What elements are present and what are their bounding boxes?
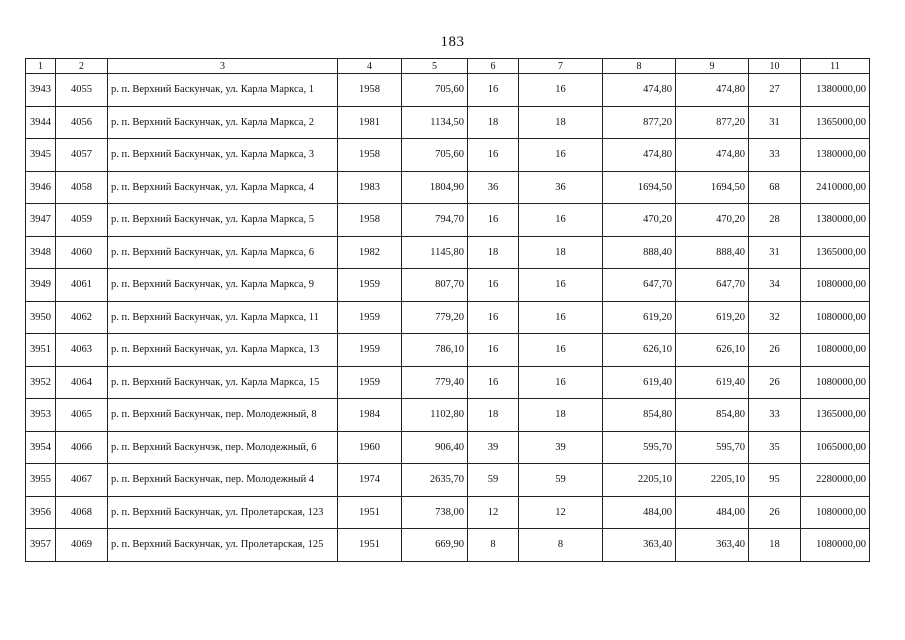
column-header-8: 8 (603, 59, 676, 74)
cell-residents-count: 26 (749, 366, 801, 399)
cell-year-built: 1958 (338, 139, 402, 172)
cell-living-area-2: 470,20 (676, 204, 749, 237)
cell-apartments-count: 16 (468, 204, 519, 237)
cell-apartments-count-2: 8 (519, 529, 603, 562)
cell-living-area-2: 1694,50 (676, 171, 749, 204)
cell-living-area-2: 854,80 (676, 399, 749, 432)
cell-total-area: 1145,80 (402, 236, 468, 269)
cell-living-area: 854,80 (603, 399, 676, 432)
cell-year-built: 1958 (338, 74, 402, 107)
table-row (26, 334, 870, 367)
cell-apartments-count: 18 (468, 399, 519, 432)
table-row (26, 301, 870, 334)
column-header-4: 4 (338, 59, 402, 74)
cell-apartments-count: 12 (468, 496, 519, 529)
cell-address: р. п. Верхний Баскунчак, ул. Карла Маркса, 9 (108, 269, 338, 302)
cell-apartments-count: 16 (468, 301, 519, 334)
table-row (26, 204, 870, 237)
table-row (26, 496, 870, 529)
table-row (26, 464, 870, 497)
cell-address: р. п. Верхний Баскунчэк, пер. Молодежный, 6 (108, 431, 338, 464)
cell-address: р. п. Верхний Баскунчак, ул. Карла Маркса, 1 (108, 74, 338, 107)
cell-apartments-count-2: 39 (519, 431, 603, 464)
cell-object-number: 4061 (56, 269, 108, 302)
cell-living-area-2: 484,00 (676, 496, 749, 529)
cell-living-area-2: 626,10 (676, 334, 749, 367)
cell-record-number: 3953 (26, 399, 56, 432)
cell-record-number: 3945 (26, 139, 56, 172)
cell-total-area: 786,10 (402, 334, 468, 367)
cell-living-area: 595,70 (603, 431, 676, 464)
cell-residents-count: 28 (749, 204, 801, 237)
cell-address: р. п. Верхний Баскунчак, ул. Карла Маркса, 4 (108, 171, 338, 204)
cell-record-number: 3948 (26, 236, 56, 269)
cell-cost: 1365000,00 (801, 236, 870, 269)
housing-registry-table (25, 58, 870, 562)
cell-living-area-2: 888,40 (676, 236, 749, 269)
column-header-11: 11 (801, 59, 870, 74)
cell-record-number: 3954 (26, 431, 56, 464)
cell-living-area-2: 619,20 (676, 301, 749, 334)
cell-apartments-count-2: 16 (519, 301, 603, 334)
cell-year-built: 1951 (338, 496, 402, 529)
cell-cost: 1080000,00 (801, 269, 870, 302)
cell-living-area: 647,70 (603, 269, 676, 302)
cell-apartments-count-2: 16 (519, 74, 603, 107)
column-header-3: 3 (108, 59, 338, 74)
cell-object-number: 4059 (56, 204, 108, 237)
cell-object-number: 4066 (56, 431, 108, 464)
cell-apartments-count: 18 (468, 106, 519, 139)
cell-object-number: 4065 (56, 399, 108, 432)
cell-living-area-2: 474,80 (676, 139, 749, 172)
cell-address: р. п. Верхний Баскунчак, ул. Карла Маркса, 5 (108, 204, 338, 237)
cell-cost: 1080000,00 (801, 366, 870, 399)
header-row (26, 59, 870, 74)
cell-apartments-count: 16 (468, 269, 519, 302)
cell-residents-count: 31 (749, 106, 801, 139)
table-row (26, 431, 870, 464)
cell-year-built: 1951 (338, 529, 402, 562)
cell-apartments-count-2: 18 (519, 236, 603, 269)
cell-apartments-count-2: 16 (519, 204, 603, 237)
cell-apartments-count: 16 (468, 139, 519, 172)
cell-residents-count: 26 (749, 334, 801, 367)
cell-total-area: 1134,50 (402, 106, 468, 139)
cell-apartments-count: 18 (468, 236, 519, 269)
cell-object-number: 4057 (56, 139, 108, 172)
cell-total-area: 705,60 (402, 139, 468, 172)
cell-residents-count: 68 (749, 171, 801, 204)
cell-apartments-count: 16 (468, 334, 519, 367)
cell-total-area: 669,90 (402, 529, 468, 562)
cell-total-area: 705,60 (402, 74, 468, 107)
cell-apartments-count: 39 (468, 431, 519, 464)
cell-year-built: 1959 (338, 334, 402, 367)
cell-living-area: 484,00 (603, 496, 676, 529)
cell-apartments-count: 16 (468, 366, 519, 399)
column-header-2: 2 (56, 59, 108, 74)
cell-year-built: 1982 (338, 236, 402, 269)
cell-year-built: 1983 (338, 171, 402, 204)
cell-record-number: 3943 (26, 74, 56, 107)
column-header-10: 10 (749, 59, 801, 74)
cell-address: р. п. Верхний Баскунчак, ул. Карла Маркса, 15 (108, 366, 338, 399)
cell-living-area-2: 595,70 (676, 431, 749, 464)
column-header-1: 1 (26, 59, 56, 74)
cell-total-area: 779,40 (402, 366, 468, 399)
table-row (26, 236, 870, 269)
cell-cost: 1380000,00 (801, 204, 870, 237)
cell-total-area: 1804,90 (402, 171, 468, 204)
cell-residents-count: 32 (749, 301, 801, 334)
cell-living-area: 363,40 (603, 529, 676, 562)
cell-apartments-count-2: 16 (519, 139, 603, 172)
cell-record-number: 3944 (26, 106, 56, 139)
cell-apartments-count-2: 12 (519, 496, 603, 529)
cell-year-built: 1959 (338, 301, 402, 334)
table-row (26, 399, 870, 432)
cell-total-area: 906,40 (402, 431, 468, 464)
cell-record-number: 3957 (26, 529, 56, 562)
cell-record-number: 3950 (26, 301, 56, 334)
cell-living-area-2: 877,20 (676, 106, 749, 139)
cell-address: р. п. Верхний Баскунчак, пер. Молодежный, 8 (108, 399, 338, 432)
cell-residents-count: 33 (749, 139, 801, 172)
cell-cost: 1080000,00 (801, 301, 870, 334)
cell-living-area: 474,80 (603, 139, 676, 172)
cell-total-area: 1102,80 (402, 399, 468, 432)
cell-address: р. п. Верхний Баскунчак, ул. Карла Маркса, 2 (108, 106, 338, 139)
cell-year-built: 1958 (338, 204, 402, 237)
cell-residents-count: 95 (749, 464, 801, 497)
cell-address: р. п. Верхний Баскунчак, ул. Карла Маркса, 11 (108, 301, 338, 334)
cell-living-area: 626,10 (603, 334, 676, 367)
table-row (26, 106, 870, 139)
cell-object-number: 4063 (56, 334, 108, 367)
cell-living-area: 619,20 (603, 301, 676, 334)
cell-cost: 1380000,00 (801, 139, 870, 172)
cell-cost: 1365000,00 (801, 399, 870, 432)
cell-apartments-count-2: 16 (519, 334, 603, 367)
cell-year-built: 1960 (338, 431, 402, 464)
cell-year-built: 1984 (338, 399, 402, 432)
cell-living-area: 2205,10 (603, 464, 676, 497)
cell-total-area: 779,20 (402, 301, 468, 334)
cell-object-number: 4068 (56, 496, 108, 529)
column-header-7: 7 (519, 59, 603, 74)
cell-object-number: 4055 (56, 74, 108, 107)
cell-apartments-count-2: 18 (519, 106, 603, 139)
cell-record-number: 3947 (26, 204, 56, 237)
column-header-9: 9 (676, 59, 749, 74)
cell-cost: 1065000,00 (801, 431, 870, 464)
cell-object-number: 4060 (56, 236, 108, 269)
cell-apartments-count-2: 59 (519, 464, 603, 497)
cell-address: р. п. Верхний Баскунчак, ул. Пролетарская, 125 (108, 529, 338, 562)
cell-record-number: 3946 (26, 171, 56, 204)
table-row (26, 139, 870, 172)
cell-living-area-2: 474,80 (676, 74, 749, 107)
cell-living-area-2: 619,40 (676, 366, 749, 399)
page-number: 183 (440, 34, 465, 50)
table-row (26, 529, 870, 562)
cell-residents-count: 27 (749, 74, 801, 107)
cell-living-area-2: 2205,10 (676, 464, 749, 497)
cell-living-area: 877,20 (603, 106, 676, 139)
cell-year-built: 1959 (338, 269, 402, 302)
cell-record-number: 3951 (26, 334, 56, 367)
column-header-6: 6 (468, 59, 519, 74)
cell-living-area: 1694,50 (603, 171, 676, 204)
cell-address: р. п. Верхний Баскунчак, ул. Карла Маркса, 3 (108, 139, 338, 172)
cell-cost: 1080000,00 (801, 496, 870, 529)
cell-residents-count: 34 (749, 269, 801, 302)
cell-object-number: 4069 (56, 529, 108, 562)
cell-cost: 1365000,00 (801, 106, 870, 139)
cell-object-number: 4058 (56, 171, 108, 204)
column-header-5: 5 (402, 59, 468, 74)
cell-object-number: 4064 (56, 366, 108, 399)
cell-address: р. п. Верхний Баскунчак, ул. Карла Маркса, 13 (108, 334, 338, 367)
cell-living-area-2: 363,40 (676, 529, 749, 562)
cell-address: р. п. Верхний Баскунчак, ул. Карла Маркса, 6 (108, 236, 338, 269)
cell-record-number: 3949 (26, 269, 56, 302)
cell-object-number: 4062 (56, 301, 108, 334)
cell-living-area: 470,20 (603, 204, 676, 237)
cell-year-built: 1981 (338, 106, 402, 139)
cell-apartments-count: 16 (468, 74, 519, 107)
cell-total-area: 738,00 (402, 496, 468, 529)
table-row (26, 74, 870, 107)
cell-living-area: 888,40 (603, 236, 676, 269)
cell-cost: 1080000,00 (801, 529, 870, 562)
cell-object-number: 4067 (56, 464, 108, 497)
cell-residents-count: 31 (749, 236, 801, 269)
cell-apartments-count: 59 (468, 464, 519, 497)
cell-total-area: 794,70 (402, 204, 468, 237)
cell-apartments-count: 8 (468, 529, 519, 562)
cell-cost: 1080000,00 (801, 334, 870, 367)
cell-object-number: 4056 (56, 106, 108, 139)
cell-residents-count: 35 (749, 431, 801, 464)
cell-apartments-count-2: 16 (519, 269, 603, 302)
table-body (26, 74, 870, 562)
cell-apartments-count-2: 18 (519, 399, 603, 432)
cell-year-built: 1959 (338, 366, 402, 399)
cell-apartments-count: 36 (468, 171, 519, 204)
cell-total-area: 807,70 (402, 269, 468, 302)
cell-living-area: 474,80 (603, 74, 676, 107)
cell-residents-count: 33 (749, 399, 801, 432)
table-row (26, 269, 870, 302)
cell-record-number: 3956 (26, 496, 56, 529)
cell-living-area: 619,40 (603, 366, 676, 399)
cell-address: р. п. Верхний Баскунчак, пер. Молодежный 4 (108, 464, 338, 497)
cell-record-number: 3955 (26, 464, 56, 497)
cell-cost: 2410000,00 (801, 171, 870, 204)
cell-address: р. п. Верхний Баскунчак, ул. Пролетарская, 123 (108, 496, 338, 529)
cell-year-built: 1974 (338, 464, 402, 497)
cell-living-area-2: 647,70 (676, 269, 749, 302)
cell-apartments-count-2: 36 (519, 171, 603, 204)
cell-record-number: 3952 (26, 366, 56, 399)
cell-cost: 1380000,00 (801, 74, 870, 107)
table-row (26, 366, 870, 399)
cell-cost: 2280000,00 (801, 464, 870, 497)
cell-total-area: 2635,70 (402, 464, 468, 497)
cell-residents-count: 26 (749, 496, 801, 529)
cell-apartments-count-2: 16 (519, 366, 603, 399)
cell-residents-count: 18 (749, 529, 801, 562)
table-row (26, 171, 870, 204)
